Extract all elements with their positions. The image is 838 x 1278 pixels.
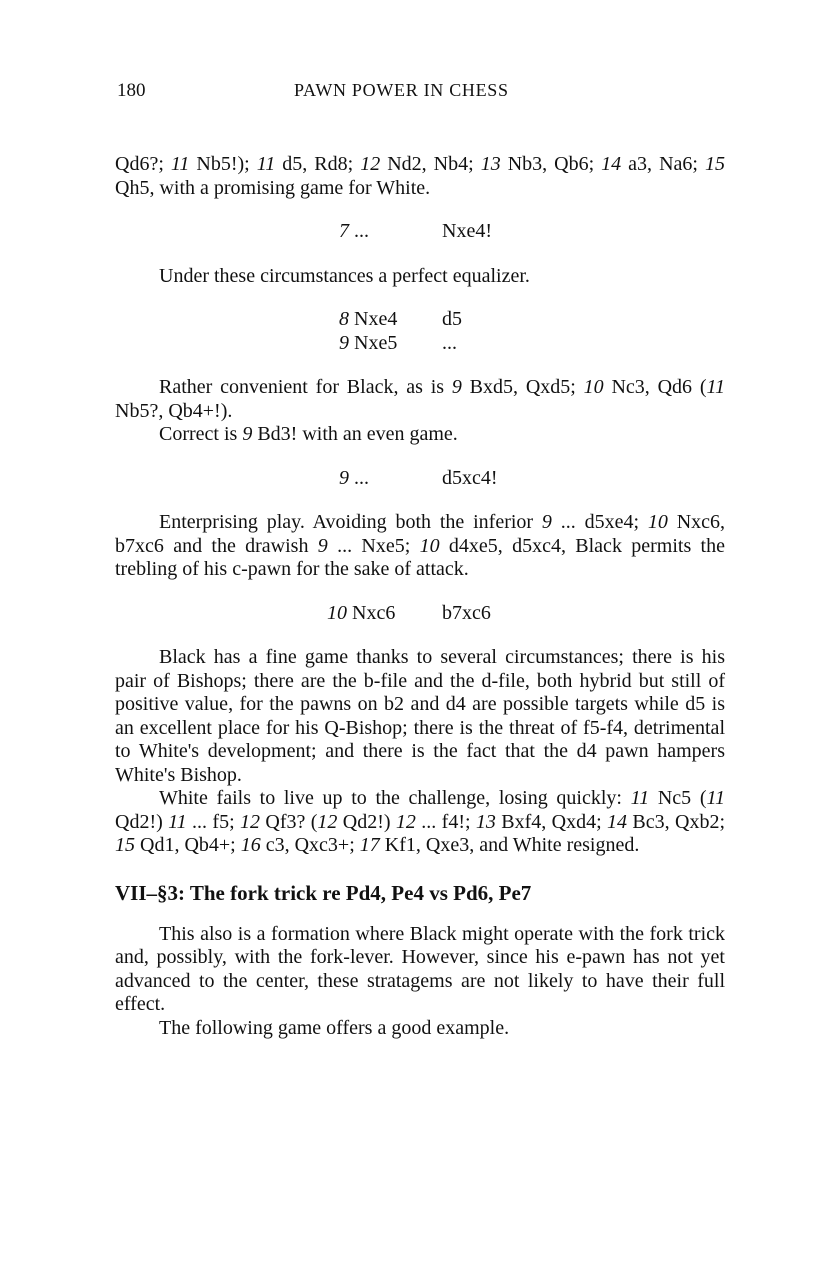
move-white: 10 Nxc6 [327,601,396,624]
move-black: b7xc6 [442,601,491,624]
move-black: d5xc4! [442,466,498,489]
moves-8-9 [115,308,725,355]
move-black: d5 [442,308,462,330]
move-9 [115,467,725,491]
page-body [115,153,725,1040]
move-black: Nxe4! [442,220,492,242]
section-heading: VII–§3: The fork trick re Pd4, Pe4 vs Pd6, Pe7 [115,880,532,905]
paragraph-equalizer: Under these circumstances a perfect equalizer. [159,264,530,287]
page-number: 180 [117,80,146,101]
move-10 [115,602,725,626]
page-header [117,80,723,106]
move-white: 9 ... [339,466,369,489]
paragraph-example: The following game offers a good example. [159,1016,510,1039]
paragraph-correct: Correct is 9 Bd3! with an even game. [159,423,458,445]
move-white: 8 Nxe4 [339,308,398,330]
paragraph-continuation: Qd6?; 11 Nb5!); 11 d5, Rd8; 12 Nd2, Nb4; 13 Nb3, Qb6; 14 a3, Na6; 15 Qh5, with a promising game for White. [115,153,725,199]
move-7 [115,220,725,244]
paragraph-fine-game: Black has a fine game thanks to several circumstances; there is his pair of Bishops; there are the b-file and the d-file, both hybrid but still of positive value, for the pawns on b2 and d4 are possible targets while d5 is an excellent place for his Q-Bishop; there is the threat of f5-f4, detrimental to White's development; and there is the fact that the d4 pawn hampers White's Bishop. [115,646,725,786]
move-white: 7 ... [339,220,369,242]
move-white: 9 Nxe5 [339,331,398,354]
running-head: PAWN POWER IN CHESS [294,80,509,100]
paragraph-enterprising: Enterprising play. Avoiding both the inferior 9 ... d5xe4; 10 Nxc6, b7xc6 and the drawish 9 ... Nxe5; 10 d4xe5, d5xc4, Black permits the trebling of his c-pawn for the sake of attack. [115,511,726,580]
move-black: ... [442,331,457,354]
paragraph-formation: This also is a formation where Black might operate with the fork trick and, possibly, with the fork-lever. However, since his e-pawn has not yet advanced to the center, these stratagems are not likely to have their full effect. [115,922,725,1015]
paragraph-white-fails: White fails to live up to the challenge, losing quickly: 11 Nc5 (11 Qd2!) 11 ... f5; 12 Qf3? (12 Qd2!) 12 ... f4!; 13 Bxf4, Qxd4; 14 Bc3, Qxb2; 15 Qd1, Qb4+; 16 c3, Qxc3+; 17 Kf1, Qxe3, and White resigned. [115,787,725,856]
paragraph-convenient: Rather convenient for Black, as is 9 Bxd5, Qxd5; 10 Nc3, Qd6 (11 Nb5?, Qb4+!). [115,376,725,422]
